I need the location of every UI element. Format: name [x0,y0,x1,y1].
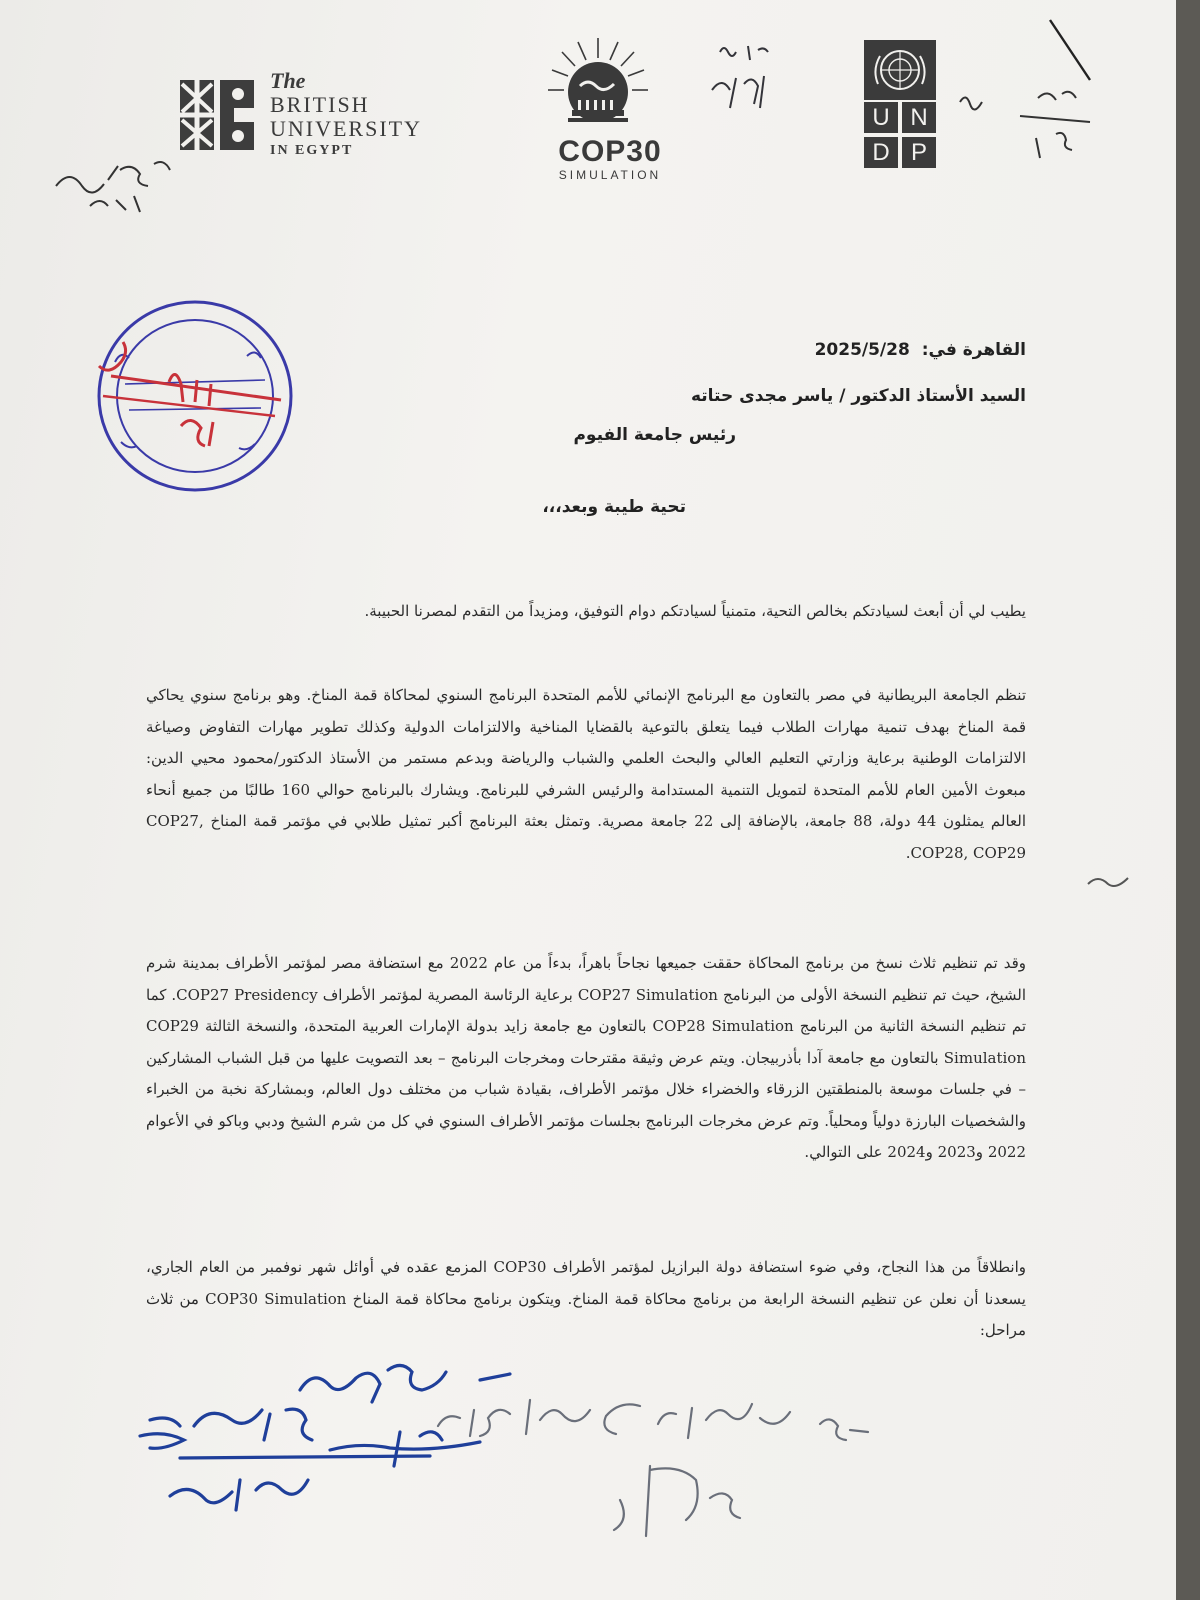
undp-letter-n: N [902,102,936,133]
bue-british: BRITISH [270,92,370,117]
undp-letter-u: U [864,102,898,133]
letter-date [815,340,1026,360]
bue-university: UNIVERSITY [270,116,422,141]
bue-in-egypt: IN EGYPT [270,143,354,158]
undp-letter-p: P [902,137,936,168]
handwritten-ref-number [50,150,180,220]
bue-crest-logo [178,72,256,158]
greeting: تحية طيبة وبعد،،، [542,497,686,517]
intro-paragraph: يطيب لي أن أبعث لسيادتكم بخالص التحية، متمنياً لسيادتكم دوام التوفيق، ومزيداً من التقدم لمصرنا الحبيبة. [364,602,1026,620]
handwritten-directive-grey [380,1370,900,1560]
undp-letter-d: D [864,137,898,168]
paragraph-program-overview: تنظم الجامعة البريطانية في مصر بالتعاون مع البرنامج الإنمائي للأمم المتحدة البرنامج السنوي لمحاكاة قمة المناخ. وهو برنامج سنوي يحاكي قمة المناخ بهدف تنمية مهارات الطلاب فيما يتعلق بالتوعية بالقضايا المناخية والالتزامات الدولية وكذلك تطوير مهارات التفاوض وصياغة الالتزامات الوطنية برعاية وزارتي التعليم العالي والبحث العلمي والشباب والرياضة وبدعم مستمر من الأستاذ الدكتور/محمود محيي الدين: مبعوث الأمين العام للأمم المتحدة لتمويل التنمية المستدامة والرئيس الشرفي للبرنامج. ويشارك بالبرنامج حوالي 160 طالبًا من جميع أنحاء العالم يمثلون 44 دولة، 88 جامعة، بالإضافة إلى 22 جامعة مصرية. وتمثل بعثة البرنامج أكبر تمثيل طلابي في مؤتمر قمة المناخ COP27, COP28, COP29. [146,686,1026,862]
bue-wordmark [270,70,422,158]
cop30-wordmark: COP30 [558,135,662,168]
handwritten-fraction [940,10,1110,160]
recipient-title: رئيس جامعة الفيوم [573,425,736,445]
cop30-simulation-label: SIMULATION [558,168,662,182]
paragraph-cop30-edition: وانطلاقاً من هذا النجاح، وفي ضوء استضافة دولة البرازيل لمؤتمر الأطراف COP30 المزمع عقده في أوائل شهر نوفمبر من العام الجاري، يسعدنا أن نعلن عن تنظيم النسخة الرابعة من برنامج محاكاة قمة المناخ. ويتكون برنامج محاكاة قمة المناخ COP30 Simulation من ثلاث مراحل: [146,1258,1026,1339]
cop30-sun-dome-logo [548,36,648,136]
undp-letters [864,102,936,168]
recipient-name: السيد الأستاذ الدكتور / ياسر مجدى حتاته [690,386,1026,406]
paragraph-previous-editions: وقد تم تنظيم ثلاث نسخ من برنامج المحاكاة حققت جميعها نجاحاً باهراً، بدءاً من عام 2022 مع استضافة مصر لمؤتمر الأطراف بمدينة شرم الشيخ، حيث تم تنظيم النسخة الأولى من البرنامج COP27 Simulation برعاية الرئاسة المصرية لمؤتمر الأطراف COP27 Presidency. كما تم تنظيم النسخة الثانية من البرنامج COP28 Simulation بالتعاون مع جامعة زايد بدولة الإمارات العربية المتحدة، والنسخة الثالثة COP29 Simulation بالتعاون مع جامعة آدا بأذربيجان. ويتم عرض وثيقة مقترحات ومخرجات البرنامج – بعد التصويت عليها من قبل الشباب المشاركين – في جلسات موسعة بالمنطقتين الزرقاء والخضراء خلال مؤتمر الأطراف، بقيادة شباب من مختلف دول العالم، وبمشاركة نخبة من الخبراء والشخصيات البارزة دولياً ومحلياً. وتم عرض مخرجات البرنامج بجلسات مؤتمر الأطراف السنوي في كل من شرم الشيخ ودبي وباكو في الأعوام 2022 و2023 و2024 على التوالي. [146,954,1027,1161]
un-emblem-icon [864,40,936,100]
margin-mark [1084,868,1134,892]
handwritten-note-header [700,40,790,120]
date-value: 2025/5/28 [814,340,910,360]
bue-the: The [270,68,306,93]
receipt-stamp [85,292,305,502]
date-label: القاهرة في: [921,340,1026,360]
background-edge [1176,0,1200,1600]
